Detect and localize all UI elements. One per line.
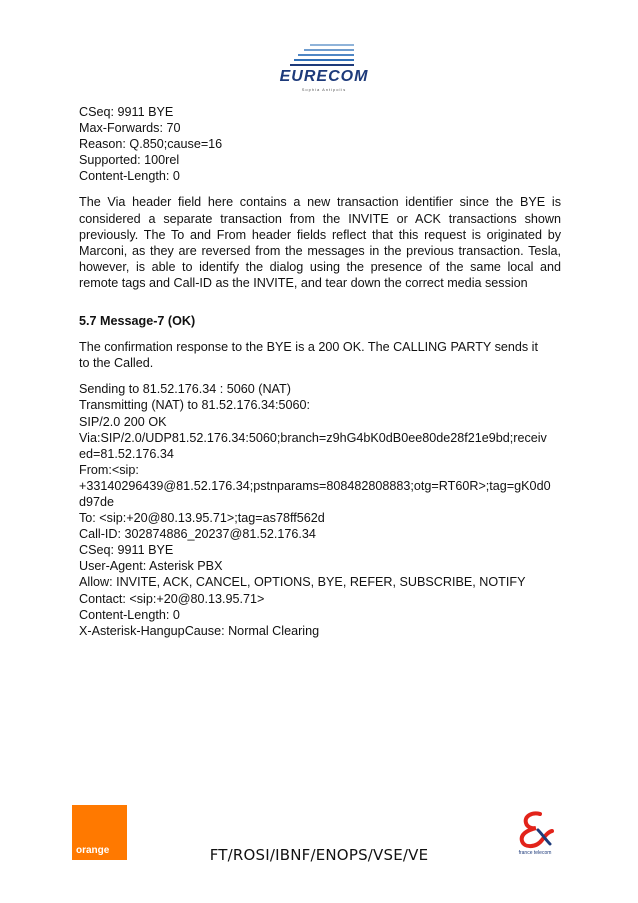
sip-line: d97de	[79, 494, 115, 509]
sip-line: From:<sip:	[79, 462, 139, 477]
paragraph-line: considered a separate transaction from the INVITE or ACK transactions shown	[79, 211, 561, 226]
footer-reference: FT/ROSI/IBNF/ENOPS/VSE/VE	[209, 846, 429, 864]
france-telecom-logo	[510, 810, 560, 862]
spacer	[79, 329, 561, 339]
sip-line: Transmitting (NAT) to 81.52.176.34:5060:	[79, 398, 311, 413]
sip-line: Contact: <sip:+20@80.13.95.71>	[79, 591, 265, 606]
document-body	[79, 104, 561, 639]
paragraph-line: to the Called.	[79, 356, 154, 371]
eurecom-logo-text: EURECOM	[279, 68, 369, 85]
paragraph-line: remote tags and Call-ID as the INVITE, and tear down the correct media session	[79, 275, 528, 290]
eurecom-logo	[272, 42, 372, 94]
spacer	[79, 184, 561, 194]
confirmation-paragraph	[79, 339, 561, 371]
eurecom-logo-tagline: Sophia Antipolis	[301, 87, 347, 92]
sip-line: To: <sip:+20@80.13.95.71>;tag=as78ff562d	[79, 511, 325, 526]
sip-line: Allow: INVITE, ACK, CANCEL, OPTIONS, BYE, REFER, SUBSCRIBE, NOTIFY	[79, 575, 526, 590]
eurecom-logo-lines-icon	[290, 42, 360, 70]
orange-logo-text: orange	[76, 845, 110, 856]
sip-line: CSeq: 9911 BYE	[79, 543, 174, 558]
section-heading: 5.7 Message-7 (OK)	[79, 314, 196, 329]
sip-line: Supported: 100rel	[79, 153, 180, 168]
paragraph-line: The confirmation response to the BYE is a 200 OK. The CALLING PARTY sends it	[79, 340, 538, 355]
sip-line: Sending to 81.52.176.34 : 5060 (NAT)	[79, 382, 291, 397]
sip-line: CSeq: 9911 BYE	[79, 105, 174, 119]
sip-line: +33140296439@81.52.176.34;pstnparams=808482808883;otg=RT60R>;tag=gK0d0	[79, 478, 551, 493]
sip-line: Max-Forwards: 70	[79, 121, 181, 136]
sip-line: Via:SIP/2.0/UDP81.52.176.34:5060;branch=z9hG4bK0dB0ee80de28f21e9bd;receiv	[79, 430, 547, 445]
sip-line: X-Asterisk-HangupCause: Normal Clearing	[79, 623, 320, 638]
spacer	[79, 371, 561, 381]
sip-bye-tail	[79, 104, 561, 184]
france-telecom-logo-text: france telecom	[518, 850, 552, 856]
sip-line: ed=81.52.176.34	[79, 446, 174, 461]
sip-line: User-Agent: Asterisk PBX	[79, 559, 223, 574]
sip-ok-message	[79, 381, 561, 639]
sip-line: SIP/2.0 200 OK	[79, 414, 167, 429]
paragraph-line: however, is able to identify the dialog using the presence of the same local and	[79, 259, 561, 274]
spacer	[79, 291, 561, 313]
france-telecom-ampersand-icon	[510, 810, 560, 850]
sip-line: Reason: Q.850;cause=16	[79, 137, 223, 152]
explanation-paragraph	[79, 194, 561, 291]
paragraph-line: previously. The To and From header fields reflect that this request is originated by	[79, 227, 561, 242]
sip-line: Call-ID: 302874886_20237@81.52.176.34	[79, 527, 316, 542]
paragraph-line: The Via header field here contains a new transaction identifier since the BYE is	[79, 195, 561, 210]
paragraph-line: Marconi, as they are reversed from the messages in the previous transaction. Tesla,	[79, 243, 561, 258]
sip-line: Content-Length: 0	[79, 607, 180, 622]
sip-line: Content-Length: 0	[79, 169, 180, 184]
